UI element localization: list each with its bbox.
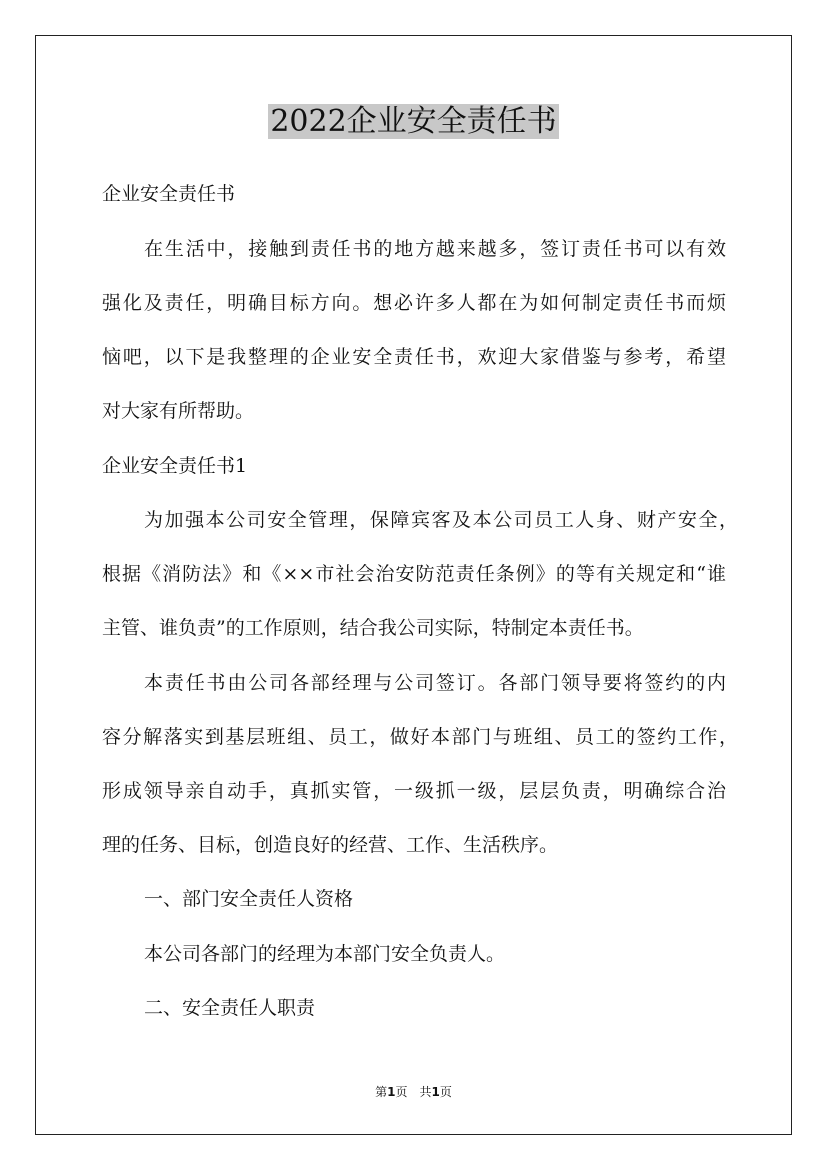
paragraph-line: 形成领导亲自动手，真抓实管，一级抓一级，层层负责，明确综合治	[102, 780, 726, 802]
paragraph-line: 在生活中，接触到责任书的地方越来越多，签订责任书可以有效	[144, 238, 726, 260]
footer-page-number: 1	[387, 1085, 396, 1099]
footer-mid: 页 共	[395, 1085, 432, 1099]
paragraph-line: 为加强本公司安全管理，保障宾客及本公司员工人身、财产安全，	[144, 509, 738, 531]
footer-prefix: 第	[375, 1085, 388, 1099]
paragraph-line: 理的任务、目标，创造良好的经营、工作、生活秩序。	[102, 834, 559, 856]
document-title	[0, 102, 827, 142]
paragraph-line: 恼吧，以下是我整理的企业安全责任书，欢迎大家借鉴与参考，希望	[102, 346, 726, 368]
page-footer	[0, 1083, 827, 1100]
subsection-heading: 一、部门安全责任人资格	[144, 888, 354, 910]
section-heading: 企业安全责任书1	[102, 455, 248, 477]
paragraph-line: 容分解落实到基层班组、员工，做好本部门与班组、员工的签约工作，	[102, 726, 738, 748]
paragraph-line: 根据《消防法》和《××市社会治安防范责任条例》的等有关规定和“谁	[102, 563, 726, 585]
paragraph-line: 本公司各部门的经理为本部门安全负责人。	[144, 943, 506, 965]
paragraph-line: 本责任书由公司各部经理与公司签订。各部门领导要将签约的内	[144, 672, 726, 694]
paragraph-line: 强化及责任，明确目标方向。想必许多人都在为如何制定责任书而烦	[102, 292, 726, 314]
paragraph-line: 主管、谁负责”的工作原则，结合我公司实际，特制定本责任书。	[102, 617, 644, 639]
paragraph-line: 对大家有所帮助。	[102, 400, 255, 422]
footer-page-total: 1	[431, 1085, 440, 1099]
heading-line: 企业安全责任书	[102, 183, 236, 205]
footer-suffix: 页	[439, 1085, 452, 1099]
title-text: 2022企业安全责任书	[270, 104, 557, 139]
subsection-heading: 二、安全责任人职责	[144, 997, 316, 1019]
